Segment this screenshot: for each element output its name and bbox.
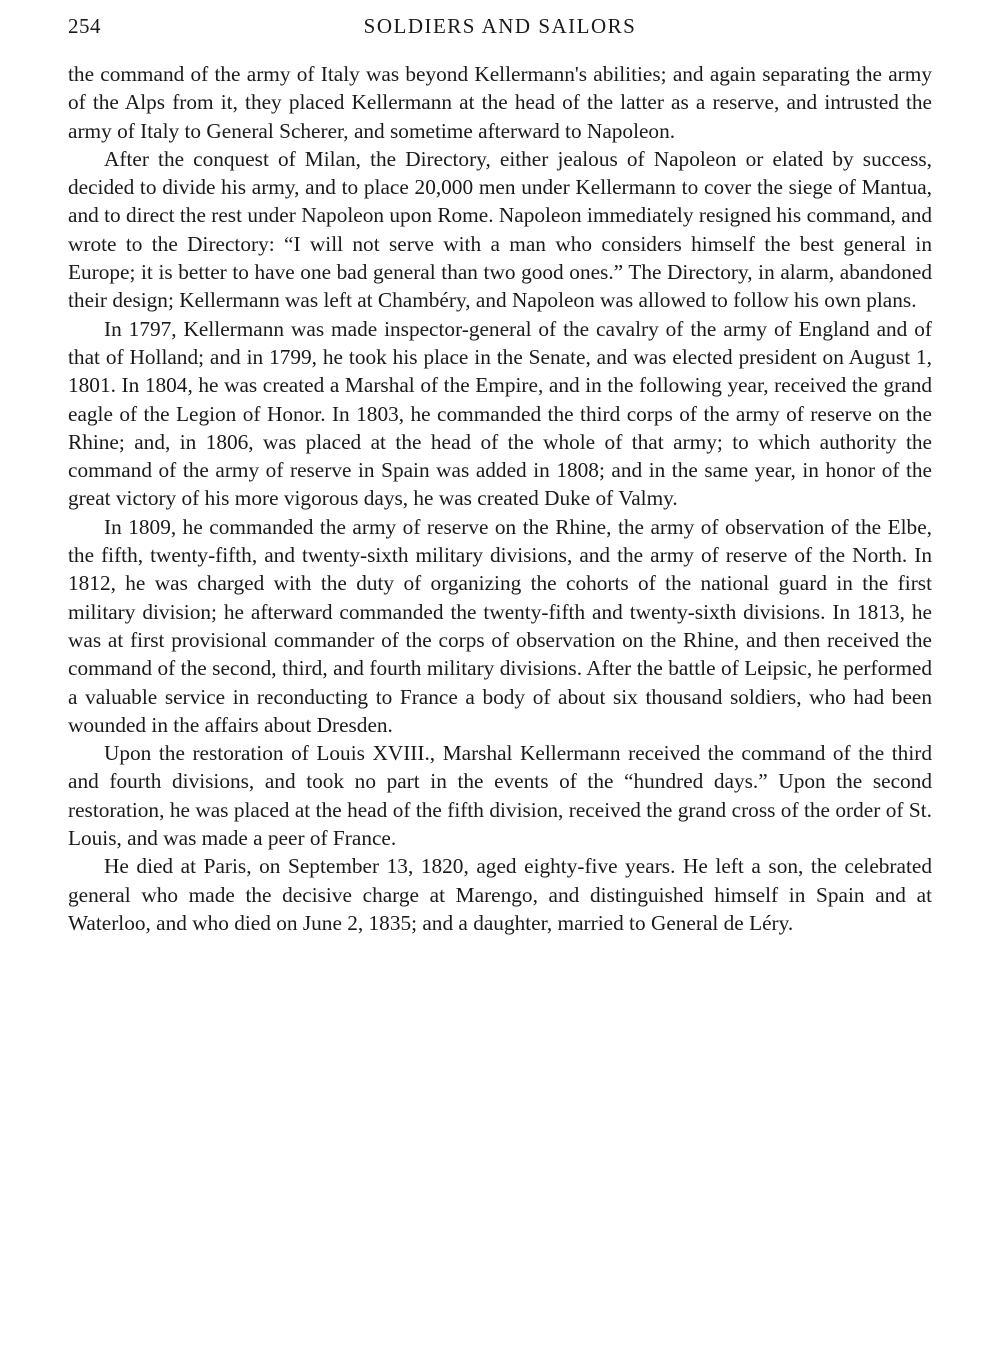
paragraph-continuation: the command of the army of Italy was beyond Kellermann's abilities; and again separating the army of the Alps from it, they placed Kellermann at the head of the latter as a reserve, and intrusted the army of Italy to General Scherer, and sometime afterward to Napoleon.	[68, 62, 932, 143]
page-number: 254	[68, 14, 101, 38]
running-title: SOLDIERS AND SAILORS	[363, 14, 637, 38]
running-head	[68, 14, 932, 44]
paragraph-restoration: Upon the restoration of Louis XVIII., Marshal Kellermann received the command of the third and fourth divisions, and took no part in the events of the “hundred days.” Upon the second restoration, he was placed at the head of the fifth division, received the grand cross of the order of St. Louis, and was made a peer of France.	[68, 741, 932, 851]
paragraph-1809: In 1809, he commanded the army of reserve on the Rhine, the army of observation of the Elbe, the fifth, twenty-fifth, and twenty-sixth military divisions, and the army of reserve of the North. In 1812, he was charged with the duty of organizing the cohorts of the national guard in the first military division; he afterward commanded the twenty-fifth and twenty-sixth divisions. In 1813, he was at first provisional commander of the corps of observation on the Rhine, and then received the command of the second, third, and fourth military divisions. After the battle of Leipsic, he performed a valuable service in reconducting to France a body of about six thousand soldiers, who had been wounded in the affairs about Dresden.	[68, 514, 932, 737]
paragraph-death: He died at Paris, on September 13, 1820, aged eighty-five years. He left a son, the celebrated general who made the decisive charge at Marengo, and distinguished himself in Spain and at Waterloo, and who died on June 2, 1835; and a daughter, married to General de Léry.	[68, 854, 932, 935]
paragraph-1797: In 1797, Kellermann was made inspector-general of the cavalry of the army of England and of that of Holland; and in 1799, he took his place in the Senate, and was elected president on August 1, 1801. In 1804, he was created a Marshal of the Empire, and in the following year, received the grand eagle of the Legion of Honor. In 1803, he commanded the third corps of the army of reserve on the Rhine; and, in 1806, was placed at the head of the whole of that army; to which authority the command of the army of reserve in Spain was added in 1808; and in the same year, in honor of the great victory of his more vigorous days, he was created Duke of Valmy.	[68, 316, 932, 511]
body-text	[68, 60, 932, 937]
paragraph-milan: After the conquest of Milan, the Directory, either jealous of Napoleon or elated by success, decided to divide his army, and to place 20,000 men under Kellermann to cover the siege of Mantua, and to direct the rest under Napoleon upon Rome. Napoleon immediately resigned his command, and wrote to the Directory: “I will not serve with a man who considers himself the best general in Europe; it is better to have one bad general than two good ones.” The Directory, in alarm, abandoned their design; Kellermann was left at Chambéry, and Napoleon was allowed to follow his own plans.	[68, 146, 932, 313]
